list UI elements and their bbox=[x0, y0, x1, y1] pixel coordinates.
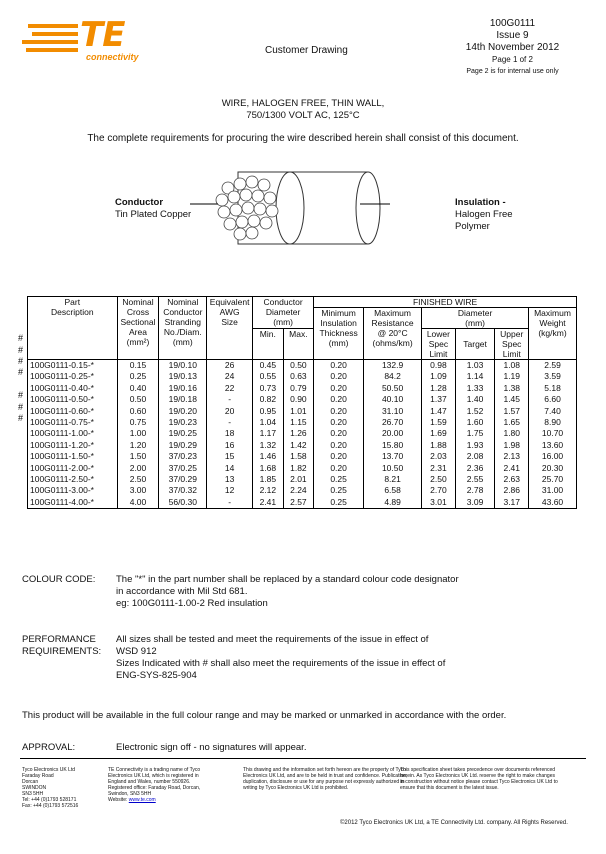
doc-type: Customer Drawing bbox=[265, 45, 348, 56]
cell-res: 13.70 bbox=[364, 451, 422, 462]
col-weight: Maximum Weight (kg/km) bbox=[529, 308, 577, 360]
cell-cmin: 2.12 bbox=[253, 485, 284, 496]
col-upper: Upper Spec Limit bbox=[495, 329, 529, 360]
cell-awg: 26 bbox=[207, 360, 253, 372]
cell-lower: 2.50 bbox=[422, 474, 456, 485]
performance-label-1: PERFORMANCE bbox=[22, 634, 96, 645]
cell-cmin: 1.46 bbox=[253, 451, 284, 462]
cell-strand: 19/0.20 bbox=[159, 406, 207, 417]
cell-strand: 19/0.13 bbox=[159, 371, 207, 382]
cell-strand: 56/0.30 bbox=[159, 497, 207, 509]
cell-target: 2.08 bbox=[455, 451, 495, 462]
cell-ins: 0.20 bbox=[314, 383, 364, 394]
cell-cmax: 1.42 bbox=[283, 440, 314, 451]
cell-weight: 25.70 bbox=[529, 474, 577, 485]
conductor-label: Conductor bbox=[115, 197, 164, 208]
cell-csa: 2.00 bbox=[117, 463, 159, 474]
cell-ins: 0.20 bbox=[314, 463, 364, 474]
table-row bbox=[28, 451, 577, 462]
cell-res: 15.80 bbox=[364, 440, 422, 451]
approval-text: Electronic sign off - no signatures will appear. bbox=[116, 742, 307, 753]
table-row bbox=[28, 428, 577, 439]
footer-spec-note: This specification sheet takes precedence over documents referenced herein. As Tyco Electronics UK Ltd. reserve the right to make changes in construction without notice please contact Tyco Electronics UK Ltd to ensure that this document is the latest issue. bbox=[400, 767, 558, 791]
cell-upper: 1.08 bbox=[495, 360, 529, 372]
cell-ins: 0.25 bbox=[314, 485, 364, 496]
cell-lower: 1.59 bbox=[422, 417, 456, 428]
footer-drawing-note: This drawing and the information set forth hereon are the property of Tyco Electronics UK Ltd, and are to be held in trust and confidence. Publication, duplication, disclosure or use for any purpose not expressly authorized in writing by Tyco Electronics UK Ltd is prohibited. bbox=[243, 767, 408, 791]
intro-text: The complete requirements for procuring the wire described herein shall consist of this document. bbox=[87, 133, 519, 144]
cell-lower: 2.03 bbox=[422, 451, 456, 462]
cell-weight: 10.70 bbox=[529, 428, 577, 439]
hash-mark: # bbox=[18, 333, 24, 344]
cell-csa: 4.00 bbox=[117, 497, 159, 509]
cell-res: 26.70 bbox=[364, 417, 422, 428]
col-cond-diam: Conductor Diameter (mm) bbox=[253, 297, 314, 329]
colour-code-line-1: The "*" in the part number shall be replaced by a standard colour code designator bbox=[116, 574, 459, 585]
cell-target: 1.40 bbox=[455, 394, 495, 405]
cell-res: 132.9 bbox=[364, 360, 422, 372]
cell-target: 3.09 bbox=[455, 497, 495, 509]
cell-target: 1.75 bbox=[455, 428, 495, 439]
cell-ins: 0.20 bbox=[314, 440, 364, 451]
cell-awg: 14 bbox=[207, 463, 253, 474]
cell-ins: 0.20 bbox=[314, 360, 364, 372]
table-row bbox=[28, 463, 577, 474]
cell-target: 2.78 bbox=[455, 485, 495, 496]
insulation-label-block bbox=[455, 197, 513, 233]
logo-te-text: TE bbox=[80, 15, 125, 55]
col-stranding: Nominal Conductor Stranding No./Diam. (mm) bbox=[159, 297, 207, 360]
cell-awg: 15 bbox=[207, 451, 253, 462]
cell-res: 84.2 bbox=[364, 371, 422, 382]
cell-lower: 1.37 bbox=[422, 394, 456, 405]
insulation-desc-1: Halogen Free bbox=[455, 209, 513, 220]
cell-cmin: 1.68 bbox=[253, 463, 284, 474]
cell-weight: 7.40 bbox=[529, 406, 577, 417]
cell-upper: 1.65 bbox=[495, 417, 529, 428]
cell-target: 2.36 bbox=[455, 463, 495, 474]
cell-csa: 2.50 bbox=[117, 474, 159, 485]
footer-trading: TE Connectivity is a trading name of Tyco Electronics UK Ltd, which is registered in England and Wales, number 550926. Registered office: Faraday Road, Dorcan, Swindon, SN3 5HH Website: www.te.com bbox=[108, 767, 201, 803]
cell-weight: 2.59 bbox=[529, 360, 577, 372]
cell-cmin: 1.32 bbox=[253, 440, 284, 451]
cell-ins: 0.20 bbox=[314, 428, 364, 439]
cell-awg: 16 bbox=[207, 440, 253, 451]
cell-target: 1.33 bbox=[455, 383, 495, 394]
cell-target: 1.52 bbox=[455, 406, 495, 417]
cell-upper: 1.45 bbox=[495, 394, 529, 405]
cell-cmin: 1.85 bbox=[253, 474, 284, 485]
cell-ins: 0.20 bbox=[314, 417, 364, 428]
col-max: Max. bbox=[283, 329, 314, 360]
col-target: Target bbox=[455, 329, 495, 360]
page-number: Page 1 of 2 bbox=[492, 55, 533, 64]
page-title bbox=[0, 98, 606, 122]
col-part: Part Description bbox=[28, 297, 118, 360]
availability-text: This product will be available in the full colour range and may be marked or unmarked in accordance with the order. bbox=[22, 710, 507, 721]
cell-csa: 0.15 bbox=[117, 360, 159, 372]
cell-target: 1.03 bbox=[455, 360, 495, 372]
cell-lower: 1.88 bbox=[422, 440, 456, 451]
cell-csa: 3.00 bbox=[117, 485, 159, 496]
cell-upper: 1.38 bbox=[495, 383, 529, 394]
cell-cmax: 1.58 bbox=[283, 451, 314, 462]
cell-upper: 1.19 bbox=[495, 371, 529, 382]
table-row bbox=[28, 360, 577, 372]
cell-weight: 20.30 bbox=[529, 463, 577, 474]
performance-line-2: WSD 912 bbox=[116, 646, 157, 657]
colour-code-text bbox=[116, 574, 459, 610]
cell-weight: 43.60 bbox=[529, 497, 577, 509]
hash-mark: # bbox=[18, 401, 24, 412]
colour-code-line-3: eg: 100G0111-1.00-2 Red insulation bbox=[116, 598, 268, 609]
cell-awg: - bbox=[207, 417, 253, 428]
cell-ins: 0.25 bbox=[314, 497, 364, 509]
issue: Issue 9 bbox=[496, 30, 529, 41]
cell-cmax: 0.79 bbox=[283, 383, 314, 394]
cell-lower: 2.70 bbox=[422, 485, 456, 496]
cell-res: 8.21 bbox=[364, 474, 422, 485]
cell-csa: 0.75 bbox=[117, 417, 159, 428]
cell-lower: 3.01 bbox=[422, 497, 456, 509]
cell-awg: 13 bbox=[207, 474, 253, 485]
cell-part: 100G0111-0.60-* bbox=[28, 406, 118, 417]
cell-strand: 37/0.29 bbox=[159, 474, 207, 485]
cell-weight: 13.60 bbox=[529, 440, 577, 451]
cell-part: 100G0111-2.50-* bbox=[28, 474, 118, 485]
cell-strand: 19/0.16 bbox=[159, 383, 207, 394]
cell-lower: 1.09 bbox=[422, 371, 456, 382]
cell-strand: 37/0.25 bbox=[159, 463, 207, 474]
cell-awg: 24 bbox=[207, 371, 253, 382]
footer-divider bbox=[20, 758, 586, 759]
cell-ins: 0.20 bbox=[314, 394, 364, 405]
cell-cmin: 0.45 bbox=[253, 360, 284, 372]
cell-csa: 0.50 bbox=[117, 394, 159, 405]
cell-lower: 1.28 bbox=[422, 383, 456, 394]
cell-res: 4.89 bbox=[364, 497, 422, 509]
cell-cmin: 0.73 bbox=[253, 383, 284, 394]
cell-target: 2.55 bbox=[455, 474, 495, 485]
cell-res: 40.10 bbox=[364, 394, 422, 405]
header-block bbox=[440, 18, 585, 78]
cell-part: 100G0111-1.20-* bbox=[28, 440, 118, 451]
performance-line-4: ENG-SYS-825-904 bbox=[116, 670, 197, 681]
copyright: ©2012 Tyco Electronics UK Ltd, a TE Connectivity Ltd. company. All Rights Reserved. bbox=[340, 820, 568, 826]
col-resistance: Maximum Resistance @ 20°C (ohms/km) bbox=[364, 308, 422, 360]
cell-lower: 1.69 bbox=[422, 428, 456, 439]
colour-code-label: COLOUR CODE: bbox=[22, 574, 96, 585]
cell-upper: 2.63 bbox=[495, 474, 529, 485]
cell-upper: 2.41 bbox=[495, 463, 529, 474]
cell-ins: 0.25 bbox=[314, 474, 364, 485]
cell-cmin: 0.82 bbox=[253, 394, 284, 405]
cell-strand: 19/0.18 bbox=[159, 394, 207, 405]
cell-strand: 19/0.29 bbox=[159, 440, 207, 451]
cell-upper: 1.80 bbox=[495, 428, 529, 439]
colour-code-line-2: in accordance with Mil Std 681. bbox=[116, 586, 248, 597]
cell-csa: 1.20 bbox=[117, 440, 159, 451]
cell-upper: 2.13 bbox=[495, 451, 529, 462]
cell-res: 31.10 bbox=[364, 406, 422, 417]
cell-cmax: 0.90 bbox=[283, 394, 314, 405]
insulation-label: Insulation - bbox=[455, 197, 506, 208]
cell-cmin: 0.95 bbox=[253, 406, 284, 417]
cell-strand: 19/0.25 bbox=[159, 428, 207, 439]
cell-lower: 1.47 bbox=[422, 406, 456, 417]
cell-upper: 2.86 bbox=[495, 485, 529, 496]
cell-part: 100G0111-0.75-* bbox=[28, 417, 118, 428]
table-row bbox=[28, 371, 577, 382]
cell-awg: - bbox=[207, 497, 253, 509]
cell-cmax: 2.01 bbox=[283, 474, 314, 485]
spec-table-body bbox=[28, 360, 577, 509]
cell-part: 100G0111-1.00-* bbox=[28, 428, 118, 439]
doc-number: 100G0111 bbox=[489, 18, 536, 29]
page-note: Page 2 is for internal use only bbox=[466, 68, 559, 75]
performance-label-2: REQUIREMENTS: bbox=[22, 646, 102, 657]
cell-target: 1.14 bbox=[455, 371, 495, 382]
cell-part: 100G0111-0.15-* bbox=[28, 360, 118, 372]
cell-upper: 1.57 bbox=[495, 406, 529, 417]
col-awg: Equivalent AWG Size bbox=[207, 297, 253, 360]
cell-cmax: 2.57 bbox=[283, 497, 314, 509]
hash-mark: # bbox=[18, 355, 24, 366]
cell-res: 10.50 bbox=[364, 463, 422, 474]
cell-res: 20.00 bbox=[364, 428, 422, 439]
cell-csa: 1.00 bbox=[117, 428, 159, 439]
cell-csa: 1.50 bbox=[117, 451, 159, 462]
hash-mark: # bbox=[18, 412, 24, 423]
cell-weight: 31.00 bbox=[529, 485, 577, 496]
cell-csa: 0.60 bbox=[117, 406, 159, 417]
cell-strand: 19/0.10 bbox=[159, 360, 207, 372]
cell-cmax: 1.15 bbox=[283, 417, 314, 428]
cell-part: 100G0111-4.00-* bbox=[28, 497, 118, 509]
table-row bbox=[28, 394, 577, 405]
cell-cmax: 1.01 bbox=[283, 406, 314, 417]
cell-weight: 5.18 bbox=[529, 383, 577, 394]
website-label: Website: bbox=[108, 797, 128, 803]
performance-line-1: All sizes shall be tested and meet the requirements of the issue in effect of bbox=[116, 634, 429, 645]
cell-weight: 8.90 bbox=[529, 417, 577, 428]
cell-cmin: 1.04 bbox=[253, 417, 284, 428]
wire-diagram-icon bbox=[190, 158, 390, 256]
title-line-2: 750/1300 VOLT AC, 125°C bbox=[246, 110, 360, 121]
spec-table bbox=[27, 296, 577, 509]
date: 14th November 2012 bbox=[465, 42, 560, 53]
cell-cmin: 2.41 bbox=[253, 497, 284, 509]
cell-lower: 2.31 bbox=[422, 463, 456, 474]
col-diameter: Diameter (mm) bbox=[422, 308, 529, 329]
cell-upper: 3.17 bbox=[495, 497, 529, 509]
cell-target: 1.60 bbox=[455, 417, 495, 428]
performance-text bbox=[116, 634, 445, 682]
col-finished-wire: FINISHED WIRE bbox=[314, 297, 577, 308]
table-row bbox=[28, 406, 577, 417]
cell-weight: 16.00 bbox=[529, 451, 577, 462]
hash-mark: # bbox=[18, 390, 24, 401]
cell-part: 100G0111-0.50-* bbox=[28, 394, 118, 405]
footer-address: Tyco Electronics UK Ltd Faraday Road Dorcan SWINDON SN3 5HH Tel: +44 (0)1793 528171 Fax: +44 (0)1793 572516 bbox=[22, 767, 79, 809]
col-min: Min. bbox=[253, 329, 284, 360]
cell-part: 100G0111-1.50-* bbox=[28, 451, 118, 462]
cell-ins: 0.20 bbox=[314, 451, 364, 462]
cell-cmax: 0.63 bbox=[283, 371, 314, 382]
cell-cmax: 0.50 bbox=[283, 360, 314, 372]
col-ins-thk: Minimum Insulation Thickness (mm) bbox=[314, 308, 364, 360]
cell-upper: 1.98 bbox=[495, 440, 529, 451]
cell-lower: 0.98 bbox=[422, 360, 456, 372]
cell-strand: 19/0.23 bbox=[159, 417, 207, 428]
cell-awg: - bbox=[207, 394, 253, 405]
cell-ins: 0.20 bbox=[314, 371, 364, 382]
cell-awg: 22 bbox=[207, 383, 253, 394]
cell-cmax: 1.82 bbox=[283, 463, 314, 474]
cell-awg: 20 bbox=[207, 406, 253, 417]
conductor-desc: Tin Plated Copper bbox=[115, 209, 192, 220]
table-row bbox=[28, 440, 577, 451]
cell-part: 100G0111-0.25-* bbox=[28, 371, 118, 382]
cell-awg: 18 bbox=[207, 428, 253, 439]
table-row bbox=[28, 383, 577, 394]
conductor-label-block bbox=[115, 197, 191, 221]
cell-cmax: 1.26 bbox=[283, 428, 314, 439]
table-row bbox=[28, 497, 577, 509]
cell-part: 100G0111-0.40-* bbox=[28, 383, 118, 394]
insulation-desc-2: Polymer bbox=[455, 221, 490, 232]
col-csa: Nominal Cross Sectional Area (mm²) bbox=[117, 297, 159, 360]
cell-weight: 6.60 bbox=[529, 394, 577, 405]
cell-cmax: 2.24 bbox=[283, 485, 314, 496]
logo-stripes-icon bbox=[22, 24, 82, 52]
table-row bbox=[28, 474, 577, 485]
cell-csa: 0.25 bbox=[117, 371, 159, 382]
cell-cmin: 0.55 bbox=[253, 371, 284, 382]
title-line-1: WIRE, HALOGEN FREE, THIN WALL, bbox=[221, 98, 385, 109]
cell-part: 100G0111-2.00-* bbox=[28, 463, 118, 474]
cell-awg: 12 bbox=[207, 485, 253, 496]
website-link[interactable]: www.te.com bbox=[128, 797, 156, 803]
cell-strand: 37/0.32 bbox=[159, 485, 207, 496]
approval-label: APPROVAL: bbox=[22, 742, 76, 753]
hash-mark: # bbox=[18, 344, 24, 355]
cell-target: 1.93 bbox=[455, 440, 495, 451]
performance-line-3: Sizes Indicated with # shall also meet the requirements of the issue in effect of bbox=[116, 658, 446, 669]
table-row bbox=[28, 485, 577, 496]
hash-mark: # bbox=[18, 367, 24, 378]
performance-label bbox=[22, 634, 101, 658]
logo-tagline: connectivity bbox=[86, 52, 139, 62]
cell-cmin: 1.17 bbox=[253, 428, 284, 439]
cell-ins: 0.20 bbox=[314, 406, 364, 417]
cell-csa: 0.40 bbox=[117, 383, 159, 394]
cell-res: 50.50 bbox=[364, 383, 422, 394]
cell-weight: 3.59 bbox=[529, 371, 577, 382]
cell-res: 6.58 bbox=[364, 485, 422, 496]
cell-part: 100G0111-3.00-* bbox=[28, 485, 118, 496]
col-lower: Lower Spec Limit bbox=[422, 329, 456, 360]
cell-strand: 37/0.23 bbox=[159, 451, 207, 462]
table-row bbox=[28, 417, 577, 428]
